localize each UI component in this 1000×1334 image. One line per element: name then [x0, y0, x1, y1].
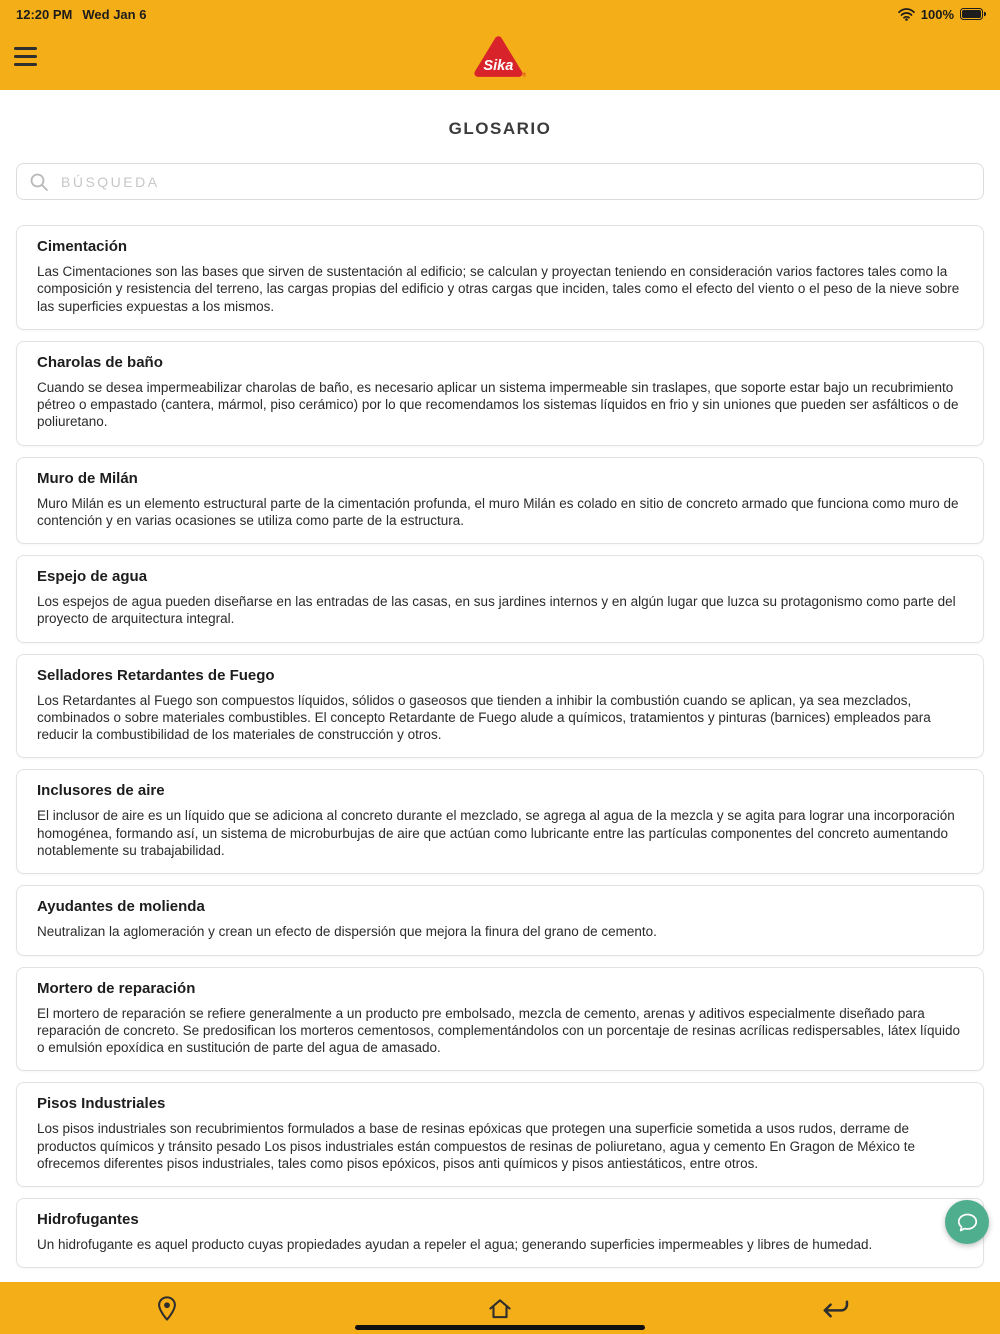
location-button[interactable] [151, 1291, 183, 1326]
glossary-term: Inclusores de aire [37, 782, 165, 800]
glossary-definition: Muro Milán es un elemento estructural parte de la cimentación profunda, el muro Milán es colado en sitio de concreto armado que funciona como muro de contención y en varias ocasiones se utiliza como parte de la estructura. [37, 495, 959, 528]
hamburger-icon [14, 47, 37, 50]
glossary-card [16, 654, 984, 759]
glossary-definition: Cuando se desea impermeabilizar charolas de baño, es necesario aplicar un sistema impermeable sin traslapes, que soporte estar bajo un recubrimiento pétreo o empastado (cantera, mármol, piso cerámico) por lo que recomendamos los sistemas líquidos en frio y sin uniones que pueden ser asfálticos o de poliuretano. [37, 379, 959, 430]
glossary-term: Hidrofugantes [37, 1211, 139, 1229]
glossary-card [16, 885, 984, 955]
glossary-card [16, 341, 984, 446]
home-button[interactable] [483, 1293, 517, 1324]
glossary-definition: Neutralizan la aglomeración y crean un efecto de dispersión que mejora la finura del grano de cemento. [37, 924, 657, 940]
glossary-definition: Las Cimentaciones son las bases que sirven de sustentación al edificio; se calculan y proyectan teniendo en consideración varios factores tales como la composición y resistencia del terreno, las cargas propias del edificio y otras cargas que inciden, tales como el efecto del viento o el peso de la nieve sobre las superficies expuestas a los mismos. [37, 264, 960, 314]
glossary-term: Mortero de reparación [37, 979, 196, 997]
back-arrow-icon [817, 1296, 850, 1321]
glossary-card [16, 769, 984, 874]
nav-slot-center [333, 1293, 666, 1324]
glossary-definition: Los Retardantes al Fuego son compuestos líquidos, sólidos o gaseosos que tienden a inhibir la combustión cuando se aplican, ya sea mezclados, combinados o sobre materiales combustibles. El concepto Retardante de Fuego alude a químicos, tratamientos y pinturas (barnices) empleados para reducir la combustibilidad de los materiales de construcción y otros. [37, 692, 931, 743]
home-indicator[interactable] [355, 1325, 645, 1330]
home-icon [487, 1297, 513, 1320]
header [0, 28, 1000, 90]
glossary-definition: Los pisos industriales son recubrimientos formulados a base de resinas epóxicas que protegen una superficie sometida a usos rudos, derrame de productos químicos y tránsito pesado Los pisos industriales están compuestos de resinas de poliuretano, agua y cemento En Gragon de México te ofrecemos diferentes pisos industriales, tales como pisos epóxicos, pisos anti químicos y pisos antiestáticos, entre otros. [37, 1121, 916, 1171]
map-pin-icon [155, 1295, 179, 1322]
menu-button[interactable] [14, 38, 50, 74]
nav-slot-right [667, 1292, 1000, 1325]
sika-logo-text: Sika [483, 58, 514, 74]
glossary-card [16, 1082, 984, 1187]
status-bar [0, 0, 1000, 28]
glossary-term: Charolas de baño [37, 353, 163, 371]
battery-percent: 100% [920, 6, 954, 22]
battery-icon [960, 8, 986, 20]
glossary-term: Muro de Milán [37, 469, 138, 487]
status-left [16, 7, 146, 22]
wifi-icon [898, 8, 915, 21]
glossary-term: Ayudantes de molienda [37, 898, 205, 916]
glossary-card [16, 225, 984, 330]
bottom-nav-bar [0, 1282, 1000, 1334]
search-icon [29, 172, 49, 192]
glossary-card [16, 1198, 984, 1268]
glossary-card [16, 457, 984, 545]
glossary-term: Espejo de agua [37, 568, 148, 586]
page-title: GLOSARIO [448, 119, 552, 138]
chat-fab-button[interactable] [945, 1200, 989, 1244]
glossary-definition: Los espejos de agua pueden diseñarse en las entradas de las casas, en sus jardines internos y en algún lugar que luzca su protagonismo como parte del proyecto de arquitectura integral. [37, 594, 956, 627]
glossary-card [16, 967, 984, 1072]
glossary-list [16, 225, 984, 1268]
sika-logo [474, 32, 526, 82]
nav-slot-left [0, 1291, 333, 1326]
glossary-definition: El mortero de reparación se refiere generalmente a un producto pre embolsado, mezcla de cemento, arenas y aditivos especialmente diseñado para reparación de concreto. Se predosifican los morteros cementosos, complementándolos con un porcentaje de resinas acrílicas redispersables, látex líquido o emulsión epoxídica en sustitución de parte del agua de amasado. [37, 1005, 960, 1056]
back-button[interactable] [813, 1292, 854, 1325]
glossary-term: Selladores Retardantes de Fuego [37, 666, 275, 684]
search-box [16, 163, 984, 200]
glossary-term: Pisos Industriales [37, 1095, 166, 1113]
svg-text:®: ® [521, 72, 526, 79]
glossary-definition: El inclusor de aire es un líquido que se adiciona al concreto durante el mezclado, se agrega al agua de la mezcla y se agita para lograr una incorporación homogénea, formando así, un sistema de microburbujas de aire que actúan como lubricante entre las partículas componentes del concreto aumentando notablemente su trabajabilidad. [37, 808, 955, 858]
status-time: 12:20 PM [16, 6, 73, 22]
status-right [898, 7, 986, 22]
glossary-definition: Un hidrofugante es aquel producto cuyas propiedades ayudan a repeler el agua; generando superficies impermeables y libres de humedad. [37, 1237, 873, 1253]
search-input[interactable] [61, 174, 971, 190]
status-date: Wed Jan 6 [82, 6, 147, 22]
glossary-term: Cimentación [37, 238, 128, 255]
chat-bubble-icon [956, 1211, 979, 1234]
content [0, 119, 1000, 1268]
glossary-card [16, 555, 984, 643]
